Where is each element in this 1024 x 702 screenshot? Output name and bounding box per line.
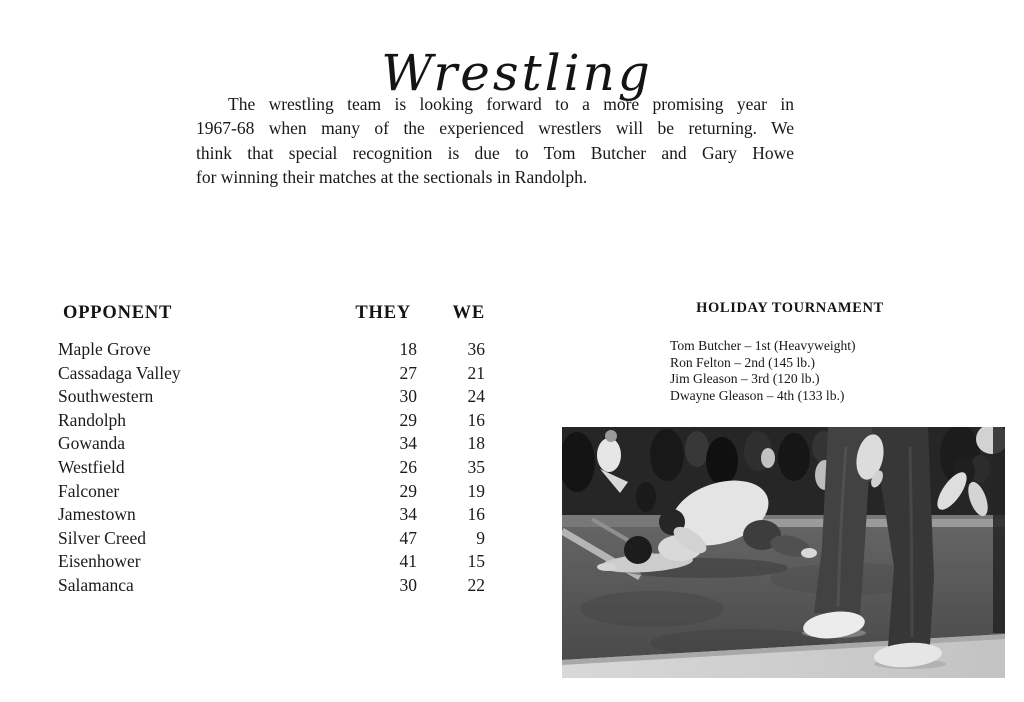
opponent-name: Randolph [58,409,127,430]
we-score: 15 [467,551,485,572]
table-row [58,550,485,574]
intro-line: 1967-68 when many of the experienced wrestlers will be returning. We [196,118,794,139]
tournament-entries [645,338,935,404]
table-row [58,456,485,480]
tournament-title: HOLIDAY TOURNAMENT [696,300,884,316]
we-score: 35 [467,456,485,477]
they-score: 29 [399,409,417,430]
page-title: Wrestling [381,43,653,102]
column-header-we: WE [452,303,485,323]
tournament-entry: Tom Butcher – 1st (Heavyweight) [670,338,856,353]
wrestling-photo-illustration [562,427,1005,678]
opponent-name: Gowanda [58,433,126,454]
opponent-name: Jamestown [58,504,136,525]
table-row [58,385,485,409]
opponent-name: Westfield [58,456,125,477]
table-row [58,480,485,504]
tournament-entry: Jim Gleason – 3rd (120 lb.) [670,371,820,387]
we-score: 21 [467,362,485,383]
table-row [58,338,485,362]
intro-line: The wrestling team is looking forward to a more promising year in [228,94,794,114]
tournament-entry: Dwayne Gleason – 4th (133 lb.) [670,387,845,403]
intro-paragraph [196,92,794,190]
opponent-name: Southwestern [58,386,154,407]
opponent-name: Falconer [58,480,120,501]
they-score: 29 [399,480,417,501]
we-score: 9 [476,527,485,548]
we-score: 36 [467,339,485,359]
right-edge-figure [993,427,1005,633]
wrestling-match-photo [562,427,1005,678]
table-row [58,409,485,433]
they-score: 34 [399,504,417,525]
they-score: 30 [399,386,417,407]
intro-line: think that special recognition is due to Tom Butcher and Gary Howe [196,142,794,163]
they-score: 30 [399,574,417,595]
they-score: 47 [399,527,417,548]
column-header-opponent: OPPONENT [63,303,173,323]
opponent-name: Cassadaga Valley [58,362,181,383]
they-score: 41 [399,551,417,572]
bottom-wrestler-head [624,536,652,564]
they-score: 26 [399,456,417,477]
we-score: 19 [467,480,485,501]
results-table [58,303,485,598]
we-score: 24 [467,386,485,407]
opponent-name: Eisenhower [58,551,141,572]
table-row [58,503,485,527]
opponent-name: Maple Grove [58,339,151,359]
opponent-name: Silver Creed [58,527,146,548]
table-row [58,362,485,386]
we-score: 16 [467,409,485,430]
they-score: 34 [399,433,417,454]
column-header-they: THEY [355,303,411,323]
opponent-name: Salamanca [58,574,134,595]
table-row [58,432,485,456]
holiday-tournament-section [645,300,935,404]
table-row [58,527,485,551]
we-score: 22 [467,574,485,595]
table-row [58,574,485,598]
results-header-row [58,303,485,324]
they-score: 27 [399,362,417,383]
crowd-background [562,427,1005,525]
we-score: 18 [467,433,485,454]
intro-line: for winning their matches at the sectionals in Randolph. [196,167,588,188]
they-score: 18 [399,339,417,359]
tournament-entry: Ron Felton – 2nd (145 lb.) [670,354,815,370]
we-score: 16 [467,504,485,525]
